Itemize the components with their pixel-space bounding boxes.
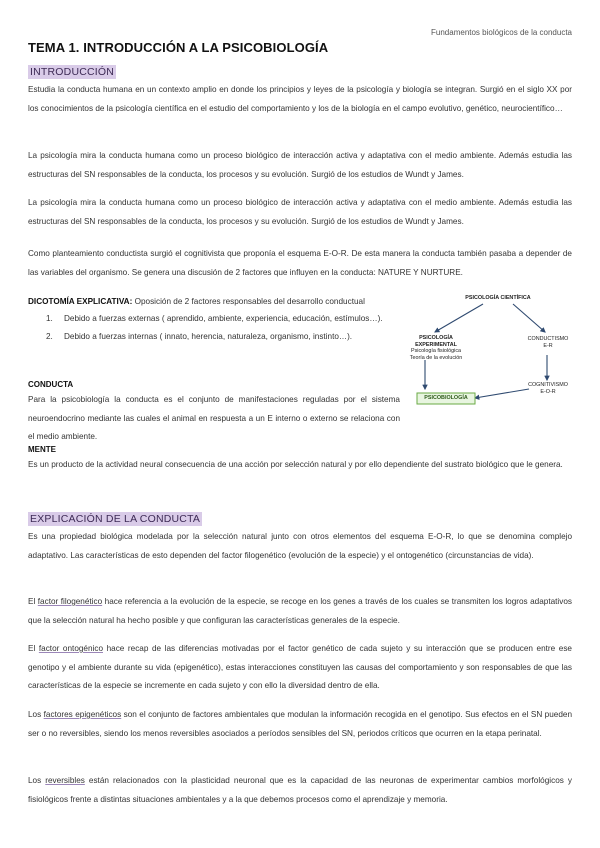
explicacion-paragraph-3: El factor ontogénico hace recap de las diferencias motivadas por el factor genético de cada sujeto y su interacción que se producen entre ese genotipo y el ambiente durante su vida (epigenético), estas interacciones constituyen las causas del comportamiento y son responsables de que las características de la especie se incremente en cada sujeto y con ello la diversidad dentro de ella.	[28, 644, 572, 690]
running-header: Fundamentos biológicos de la conducta	[431, 28, 572, 37]
section-heading-intro: INTRODUCCIÓN	[30, 66, 115, 78]
explicacion-paragraph-4: Los factores epigenéticos son el conjunto de factores ambientales que modulan la información recogida en el genotipo. Sus efectos en el SN pueden ser o no reversibles, siendo los menos reversibles asociados a períodos sensibles del SN, periodos críticos que ocurren en la etapa perinatal.	[28, 710, 573, 738]
intro-paragraph-1: Estudia la conducta humana en un contexto amplio en donde los principios y leyes de la psicología y biología se integran. Surgió en el siglo XX por los conocimientos de la psicología científica en el estudio del comportamiento y los de la biología en el campo evolutivo, genético, neurocientífico…	[28, 85, 572, 113]
diagram-left-block: PSICOLOGÍA EXPERIMENTAL Psicología fisiológica Teoría de la evolución	[409, 335, 463, 361]
diagram-conductismo: CONDUCTISMO E-R	[527, 336, 569, 349]
page-title: TEMA 1. INTRODUCCIÓN A LA PSICOBIOLOGÍA	[28, 40, 329, 55]
mente-label: MENTE	[28, 445, 56, 454]
explicacion-paragraph-5: Los reversibles están relacionados con la plasticidad neuronal que es la capacidad de las neuronas de experimentar cambios morfológicos y fisiológicos frente a distintas situaciones ambientales y a la que debemos procesos como el aprendizaje y memoria.	[28, 776, 572, 804]
explicacion-paragraph-2: El factor filogenético hace referencia a la evolución de la especie, se recoge en los genes a través de los cuales se transmiten los logros adaptativos que la selección natural ha hecho posible y que configuran las características generales de la especie.	[28, 597, 572, 625]
conducta-label: CONDUCTA	[28, 380, 74, 389]
term-reversibles: reversibles	[45, 776, 85, 785]
explicacion-paragraph-1: Es una propiedad biológica modelada por la selección natural junto con otros elementos del esquema E-O-R, lo que se denomina complejo adaptativo. Las características de esto dependen del factor filogenético (evolución de la especie) y el ontogenético (circunstancias de vida).	[28, 532, 572, 560]
mente-text: Es un producto de la actividad neural consecuencia de una acción por selección natural y por ello dependiente del sustrato biológico que le genera.	[28, 460, 563, 469]
section-heading-explicacion: EXPLICACIÓN DE LA CONDUCTA	[30, 513, 201, 525]
arrow-top-right	[513, 304, 545, 332]
term-filogenetico: factor filogenético	[37, 597, 103, 606]
intro-paragraph-3: La psicología mira la conducta humana como un proceso biológico de interacción activa y adaptativa con el medio ambiente. Además estudia las estructuras del SN responsables de la conducta, los procesos y su evolución. Surgió de los estudios de Wundt y James.	[28, 198, 572, 226]
arrow-top-left	[435, 304, 483, 332]
dicotomia-list	[46, 311, 398, 345]
diagram-cognitivismo: COGNITIVISMO E-O-R	[528, 382, 568, 395]
psychology-diagram	[405, 292, 585, 410]
arrow-to-psicobiologia	[475, 389, 529, 398]
term-ontogenico: factor ontogénico	[38, 644, 103, 653]
list-item: 2. Debido a fuerzas internas ( innato, herencia, naturaleza, organismo, instinto…).	[46, 332, 353, 341]
intro-paragraph-2: La psicología mira la conducta humana como un proceso biológico de interacción activa y adaptativa con el medio ambiente. Además estudia las estructuras del SN responsables de la conducta, los procesos y su evolución. Surgió de los estudios de Wundt y James.	[28, 151, 572, 179]
diagram-bottom-label: PSICOBIOLOGÍA	[424, 395, 468, 401]
dicotomia-label: DICOTOMÍA EXPLICATIVA:	[28, 297, 133, 306]
conducta-text: Para la psicobiología la conducta es el conjunto de manifestaciones reguladas por el sistema neuroendocrino mediante las cuales el animal en respuesta a un E interno o externo se relaciona con el medio ambiente.	[28, 395, 400, 441]
list-item: 1. Debido a fuerzas externas ( aprendido, ambiente, experiencia, educación, estímulos…).	[46, 314, 383, 323]
diagram-top-label: PSICOLOGÍA CIENTÍFICA	[465, 295, 531, 301]
dicotomia-line	[28, 294, 398, 310]
intro-paragraph-4: Como planteamiento conductista surgió el cognitivista que proponía el esquema E-O-R. De esta manera la conducta también pasaba a depender de las variables del organismo. Se genera una discusión de 2 factores que influyen en la conducta: NATURE Y NURTURE.	[28, 249, 572, 277]
term-epigeneticos: factores epigenéticos	[43, 710, 122, 719]
dicotomia-text: Oposición de 2 factores responsables del desarrollo conductual	[134, 297, 365, 306]
